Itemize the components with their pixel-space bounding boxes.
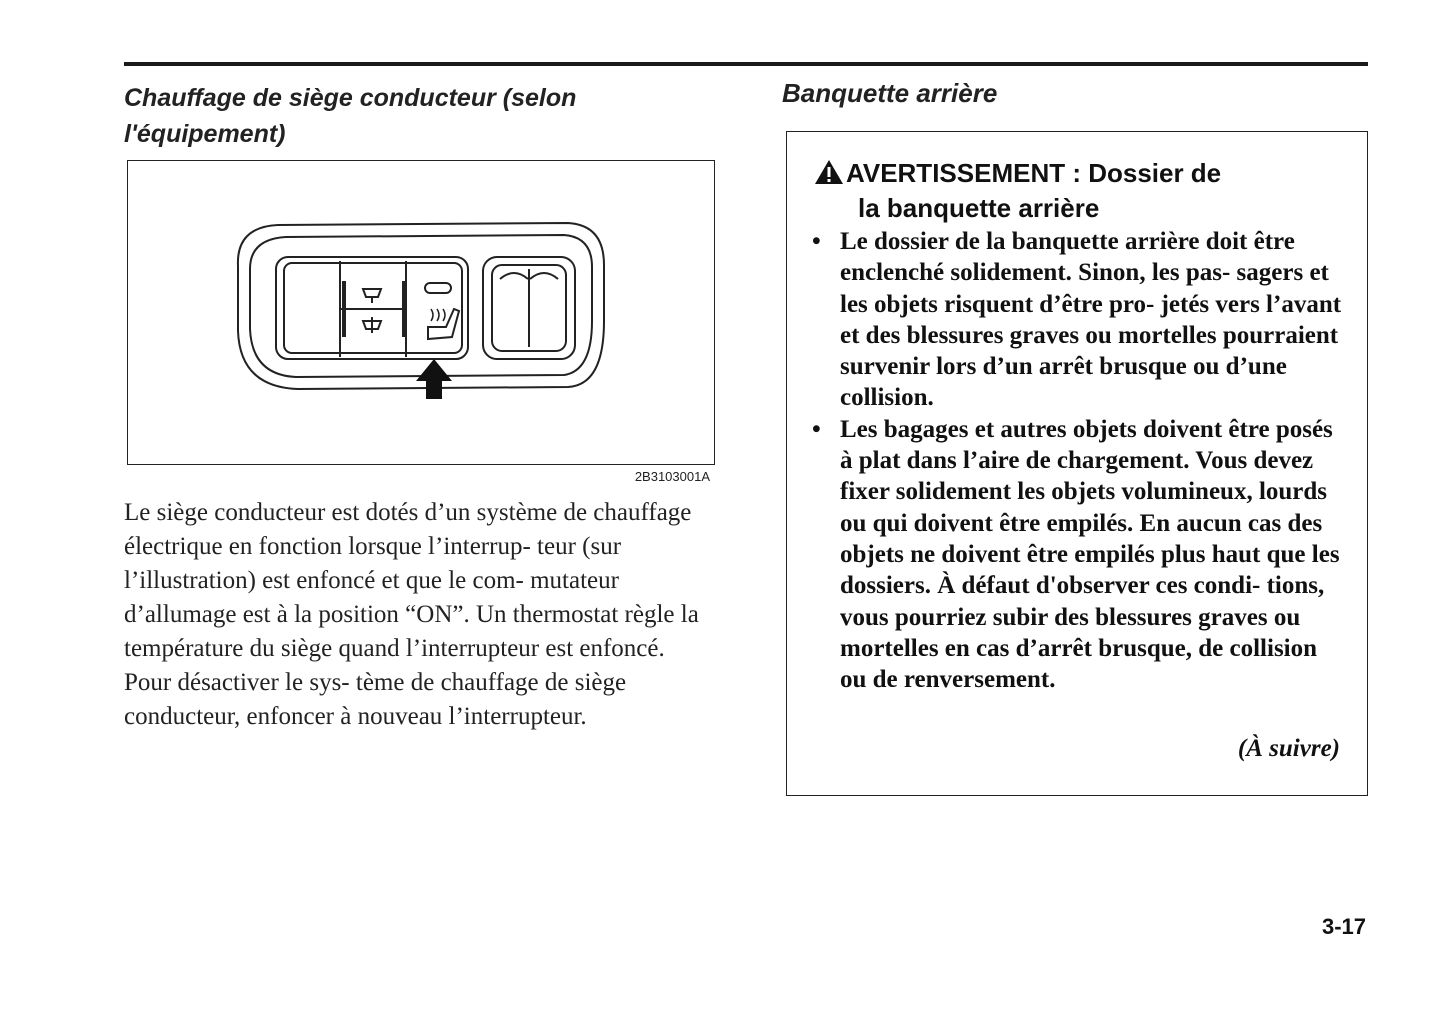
- bullet-icon: •: [812, 228, 821, 255]
- warning-bullet-list: [808, 226, 1348, 695]
- warning-triangle-icon: [814, 159, 844, 192]
- top-rule: [124, 62, 1368, 66]
- heading-line-2: l'équipement): [124, 120, 286, 148]
- section-heading-rear-seat: Banquette arrière: [782, 78, 998, 108]
- switch-panel-illustration: [127, 160, 715, 465]
- section-heading-seat-heater: [124, 80, 684, 152]
- list-item: [808, 226, 1348, 414]
- bullet-text: Le dossier de la banquette arrière doit être enclenché solidement. Sinon, les pas- sagers et les objets risquent d’être pro- jetés vers l’avant et des blessures graves ou mortelles pourraient survenir lors d’un arrêt brusque ou d’une collision.: [840, 228, 1342, 412]
- seat-heater-description: Le siège conducteur est dotés d’un système de chauffage électrique en fonction lorsque l’interrup- teur (sur l’illustration) est enfoncé et que le com- mutateur d’allumage est à la position “ON”. Un thermostat règle la température du siège quand l’interrupteur est enfoncé. Pour désactiver le sys- tème de chauffage de siège conducteur, enfoncer à nouveau l’interrupteur.: [124, 499, 699, 730]
- warning-title-line-1: AVERTISSEMENT : Dossier de: [846, 158, 1222, 188]
- bullet-text: Les bagages et autres objets doivent être posés à plat dans l’aire de chargement. Vous devez fixer solidement les objets volumineux, lourds ou qui doivent être empilés. En aucun cas des objets ne doivent être empilés plus haut que les dossiers. À défaut d'observer ces condi- tions, vous pourriez subir des blessures graves ou mortelles en cas d’arrêt brusque, de collision ou de renversement.: [840, 415, 1340, 694]
- figure-id: 2B3103001A: [634, 469, 710, 484]
- warning-title: [814, 157, 1334, 224]
- list-item: [808, 414, 1348, 696]
- heading-line-1: Chauffage de siège conducteur (selon: [124, 84, 577, 112]
- bullet-icon: •: [812, 415, 821, 443]
- continued-note: (À suivre): [1237, 735, 1340, 762]
- warning-title-line-2: la banquette arrière: [858, 193, 1100, 223]
- page-number: 3-17: [1321, 914, 1366, 939]
